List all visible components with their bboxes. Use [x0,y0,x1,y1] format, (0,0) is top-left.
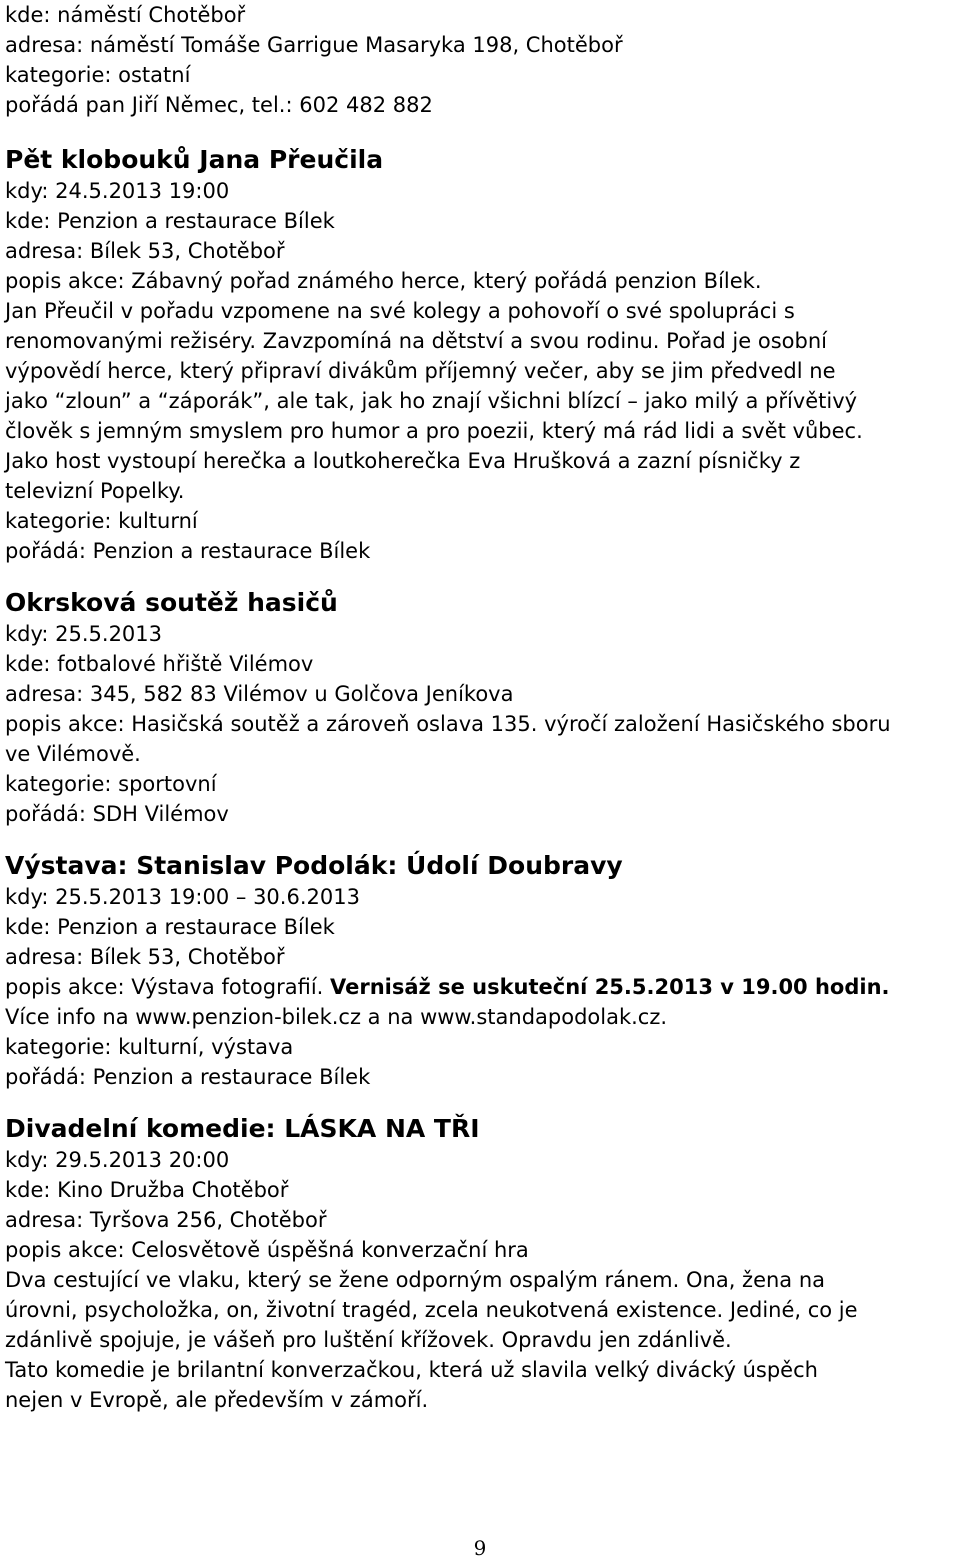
event-description-line: člověk s jemným smyslem pro humor a pro poezii, který má rád lidi a svět vůbec. [5,419,863,443]
event-organizer: pořádá: Penzion a restaurace Bílek [5,1065,371,1089]
event-description-start: popis akce: Výstava fotografií. [5,975,331,999]
event-address: adresa: náměstí Tomáše Garrigue Masaryka 198, Chotěboř [5,33,623,57]
event-description-line: popis akce: Hasičská soutěž a zároveň oslava 135. výročí založení Hasičského sboru [5,712,891,736]
event-title: Okrsková soutěž hasičů [5,588,338,617]
event-description-line: úrovni, psycholožka, on, životní tragéd, zcela neukotvená existence. Jediné, co je [5,1298,858,1322]
event-description-line: výpovědí herce, který připraví divákům příjemný večer, aby se jim předvedl ne [5,359,836,383]
event-when: kdy: 24.5.2013 19:00 [5,179,230,203]
event-when: kdy: 25.5.2013 19:00 – 30.6.2013 [5,885,360,909]
event-title: Pět klobouků Jana Přeučila [5,145,384,174]
event-description-bold: Vernisáž se uskuteční 25.5.2013 v 19.00 hodin. [330,975,890,999]
event-description-line: popis akce: Celosvětově úspěšná konverzační hra [5,1238,529,1262]
event-description-line: Více info na www.penzion-bilek.cz a na www.standapodolak.cz. [5,1005,668,1029]
event-category: kategorie: kulturní, výstava [5,1035,294,1059]
event-when: kdy: 25.5.2013 [5,622,163,646]
event-where: kde: Penzion a restaurace Bílek [5,915,335,939]
event-address: adresa: 345, 582 83 Vilémov u Golčova Jeníkova [5,682,514,706]
event-category: kategorie: sportovní [5,772,217,796]
event-top [5,0,955,120]
event-1 [5,143,955,566]
event-description-line [5,972,955,1002]
event-where: kde: Penzion a restaurace Bílek [5,209,335,233]
event-address: adresa: Tyršova 256, Chotěboř [5,1208,327,1232]
event-description-line: popis akce: Zábavný pořad známého herce, který pořádá penzion Bílek. [5,269,762,293]
event-description-line: nejen v Evropě, ale především v zámoří. [5,1388,429,1412]
event-description-line: Tato komedie je brilantní konverzačkou, která už slavila velký divácký úspěch [5,1358,818,1382]
event-address: adresa: Bílek 53, Chotěboř [5,945,285,969]
event-description-line: ve Vilémově. [5,742,141,766]
event-description-line: Jan Přeučil v pořadu vzpomene na své kolegy a pohovoří o své spolupráci s [5,299,795,323]
event-description-line: televizní Popelky. [5,479,185,503]
event-where: kde: fotbalové hřiště Vilémov [5,652,314,676]
event-where: kde: Kino Družba Chotěboř [5,1178,289,1202]
event-description-line: renomovanými režiséry. Zavzpomíná na dětství a svou rodinu. Pořad je osobní [5,329,827,353]
event-description-line: jako “zloun” a “záporák”, ale tak, jak ho znají všichni blízcí – jako milý a přívětivý [5,389,858,413]
event-category: kategorie: ostatní [5,63,191,87]
event-organizer: pořádá pan Jiří Němec, tel.: 602 482 882 [5,93,433,117]
event-category: kategorie: kulturní [5,509,198,533]
event-organizer: pořádá: Penzion a restaurace Bílek [5,539,371,563]
event-2 [5,586,955,829]
page-number: 9 [473,1536,487,1560]
event-3 [5,849,955,1092]
event-title: Výstava: Stanislav Podolák: Údolí Doubravy [5,851,623,880]
document-page [5,0,955,1415]
event-where: kde: náměstí Chotěboř [5,3,246,27]
event-description-line: zdánlivě spojuje, je vášeň pro luštění křížovek. Opravdu jen zdánlivě. [5,1328,732,1352]
event-title: Divadelní komedie: LÁSKA NA TŘI [5,1114,480,1143]
event-description-line: Dva cestující ve vlaku, který se žene odporným ospalým ránem. Ona, žena na [5,1268,826,1292]
event-4 [5,1112,955,1415]
event-when: kdy: 29.5.2013 20:00 [5,1148,230,1172]
event-description-line: Jako host vystoupí herečka a loutkoherečka Eva Hrušková a zazní písničky z [5,449,801,473]
event-address: adresa: Bílek 53, Chotěboř [5,239,285,263]
event-organizer: pořádá: SDH Vilémov [5,802,229,826]
